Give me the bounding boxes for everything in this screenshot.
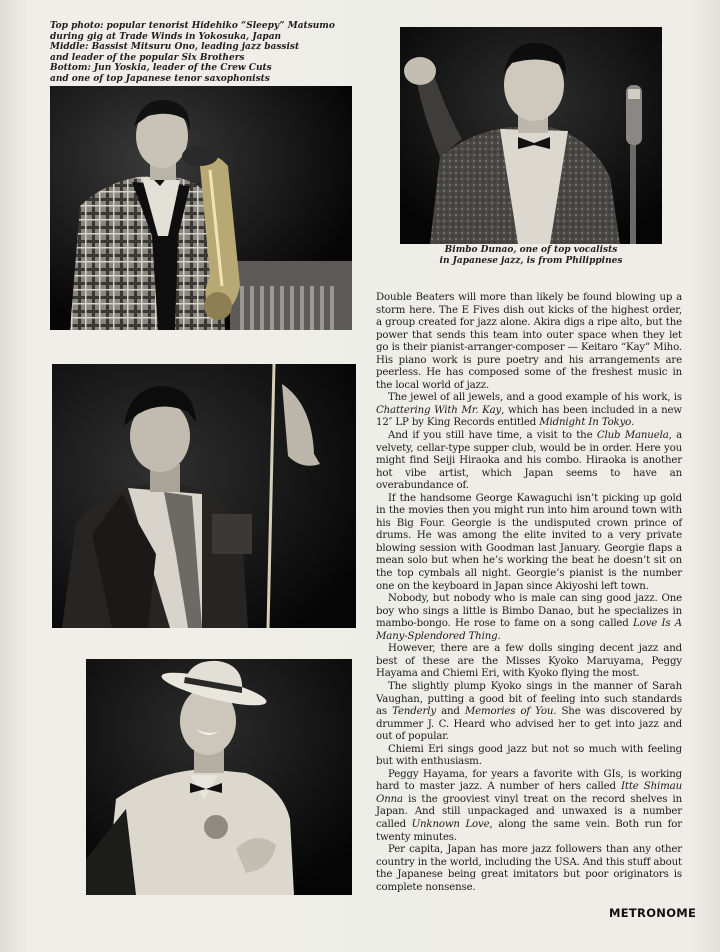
saxophonist-image [50,86,352,330]
caption-line: and one of top Japanese tenor saxophonists [50,73,270,84]
photo-caption-vocalist [400,245,662,266]
article-paragraph [376,430,682,493]
article-title-reference: Itte Shimau Onna [376,781,682,805]
article-title-reference: Chattering With Mr. Kay [376,404,502,416]
article-text-run: Double Beaters will more than likely be found blowing up a storm here. The E Fives dish out kicks of the highest order, a group created for jazz alone. Akira digs a ripe alto, but the power that sends this team into outer space when they let go is their pianist-arranger-composer — Keitaro “Kay” Miho. His piano work is pure poetry and his arrangements are peerless. He has composed some of the freshest music in the local world of jazz. [376,292,682,391]
article-text-run: . [631,417,635,429]
article-text-run: and [435,706,465,718]
article-body [376,292,682,894]
article-paragraph [376,769,682,844]
article-title-reference: Memories of You [464,706,554,718]
magazine-brand-footer: METRONOME [609,906,697,920]
article-text-run: If the handsome George Kawaguchi isn’t picking up gold in the movies then you might run into him around town with his Big Four. Georgie is the undisputed crown prince of drums. He was among the elite invited to a very private blowing session with Goodman last January. Georgie flaps a mean solo but when he’s working the beat he doesn’t sit on the top cymbals all night. Georgie’s pianist is the number one on the keyboard in Japan since Akiyoshi left town. [376,492,682,592]
article-title-reference: Unknown Love [411,818,490,830]
article-text-run: Peggy Hayama, for years a favorite with GIs, is working hard to master jazz. A number of hers called [376,768,682,793]
photo-captions-top [50,21,350,85]
article-title-reference: Love Is A Many-Splendored Thing [376,618,682,642]
photo-bassist [52,364,356,628]
article-paragraph [376,292,682,392]
photo-saxophonist [50,86,352,330]
photo-hat-musician [86,659,352,895]
article-text-run: , which has been included in a new 12″ LP by King Records entitled [376,404,682,429]
article-paragraph [376,593,682,643]
caption-line: Top photo: popular tenorist Hidehiko “Sleepy” Matsumo [50,21,335,31]
hat-musician-image [86,659,352,895]
article-text-run: Per capita, Japan has more jazz followers than any other country in the world, including the USA. And this stuff about the Japanese being great imitators but poor originators is complete nonsense. [376,844,682,893]
article-text-run: However, there are a few dolls singing decent jazz and best of these are the Misses Kyoko Maruyama, Peggy Hayama and Chiemi Eri, with Kyoko flying the most. [376,643,682,680]
article-text-run: , a velvety, cellar-type supper club, would be in order. Here you might find Seiji Hiraoka and his combo. Hiraoka is another hot vibe artist, which Japan seems to have an overabundance of. [376,430,682,492]
article-paragraph [376,844,682,894]
caption-line: Bottom: Jun Yoskia, leader of the Crew Cuts [50,63,272,74]
vocalist-image [400,27,662,244]
article-paragraph [376,681,682,744]
caption-line: Bimbo Dunao, one of top vocalists [444,245,618,255]
article-text-run: The jewel of all jewels, and a good example of his work, is [388,392,682,404]
article-text-run: . She was discovered by drummer J. C. Heard who advised her to get into jazz and out of popular. [376,706,683,743]
article-text-run: And if you still have time, a visit to the [388,430,597,442]
photo-vocalist [400,27,662,244]
article-text-run: Nobody, but nobody who is male can sing good jazz. One boy who sings a little is Bimbo Danao, but he specializes in mambo-bongo. He rose to fame on a song called [376,593,682,630]
article-text-run: . [497,630,501,642]
caption-line: and leader of the popular Six Brothers [50,52,245,63]
caption-line: Middle: Bassist Mitsuru Ono, leading jazz bassist [50,42,300,53]
article-paragraph [376,744,682,769]
article-text-run: The slightly plump Kyoko sings in the manner of Sarah Vaughan, putting a good bit of feeling into such standards as [376,680,682,718]
article-title-reference: Tenderly [392,706,436,718]
article-paragraph [376,643,682,681]
caption-line: during gig at Trade Winds in Yokosuka, Japan [50,31,282,42]
article-text-run: Chiemi Eri sings good jazz but not so much with feeling but with enthusiasm. [376,743,682,768]
article-title-reference: Club Manuela [596,430,669,442]
article-paragraph [376,392,682,430]
bassist-image [52,364,356,628]
article-paragraph [376,493,682,593]
article-text-run: , along the same vein. Both run for twenty minutes. [376,818,683,843]
article-title-reference: Midnight In Tokyo [539,417,632,429]
caption-line: in Japanese jazz, is from Philippines [439,255,623,266]
article-text-run: is the grooviest vinyl treat on the record shelves in Japan. And still unpackaged and unwaxed is a number called [376,793,682,830]
